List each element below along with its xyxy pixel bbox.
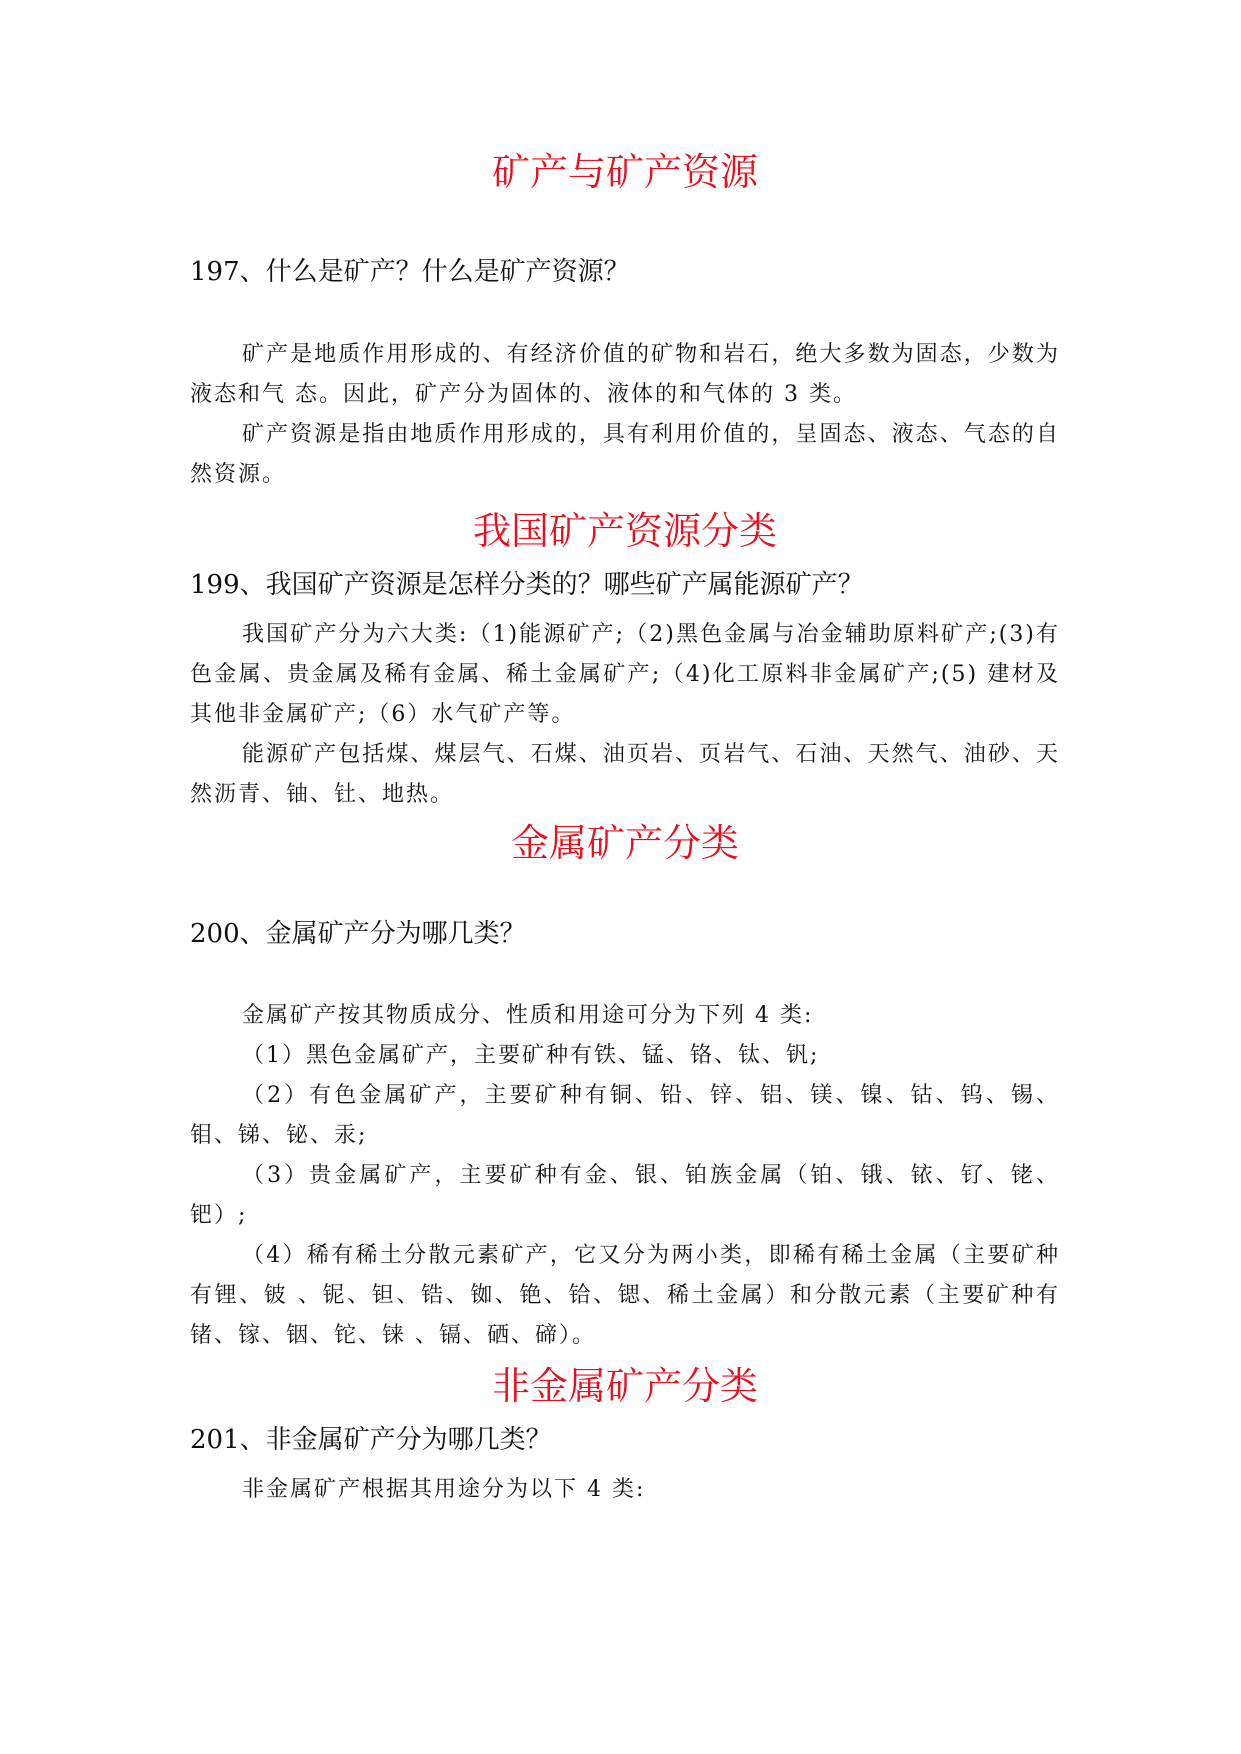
document-page xyxy=(190,150,1060,1510)
section-title: 非金属矿产分类 xyxy=(491,1364,758,1409)
section-title: 金属矿产分类 xyxy=(510,820,739,865)
section-title: 矿产与矿产资源 xyxy=(491,150,758,194)
section-title: 我国矿产资源分类 xyxy=(472,509,777,554)
paragraph: （3）贵金属矿产，主要矿种有金、银、铂族金属（铂、锇、铱、钌、铑、钯）; xyxy=(190,1163,1060,1229)
paragraph: （4）稀有稀土分散元素矿产，它又分为两小类，即稀有稀土金属（主要矿种有锂、铍 、铌、钽、锆、铷、铯、铪、锶、稀土金属）和分散元素（主要矿种有锗、镓、铟、铊、铼 、镉、硒、碲）。 xyxy=(190,1243,1060,1349)
paragraph: 我国矿产分为六大类:（1)能源矿产;（2)黑色金属与冶金辅助原料矿产;(3)有色金属、贵金属及稀有金属、稀土金属矿产;（4)化工原料非金属矿产;(5) 建材及其他非金属矿产;（6）水气矿产等。 xyxy=(190,621,1060,727)
paragraph: 能源矿产包括煤、煤层气、石煤、油页岩、页岩气、石油、天然气、油砂、天然沥青、铀、钍、地热。 xyxy=(190,741,1060,807)
paragraph: 非金属矿产根据其用途分为以下 4 类: xyxy=(242,1476,646,1502)
question-heading: 200、金属矿产分为哪几类？ xyxy=(190,919,526,950)
question-heading: 199、我国矿产资源是怎样分类的？哪些矿产属能源矿产？ xyxy=(190,569,864,600)
paragraph: 矿产资源是指由地质作用形成的，具有利用价值的，呈固态、液态、气态的自然资源。 xyxy=(190,422,1060,488)
paragraph: 矿产是地质作用形成的、有经济价值的矿物和岩石，绝大多数为固态，少数为液态和气 态。因此，矿产分为固体的、液体的和气体的 3 类。 xyxy=(190,342,1060,408)
paragraph: （2）有色金属矿产，主要矿种有铜、铅、锌、铝、镁、镍、钴、钨、锡、钼、锑、铋、汞; xyxy=(190,1083,1060,1149)
paragraph: 金属矿产按其物质成分、性质和用途可分为下列 4 类: xyxy=(242,1003,814,1029)
question-heading: 201、非金属矿产分为哪几类？ xyxy=(190,1424,552,1455)
paragraph: （1）黑色金属矿产，主要矿种有铁、锰、铬、钛、钒; xyxy=(242,1043,820,1069)
question-heading: 197、什么是矿产？什么是矿产资源？ xyxy=(190,256,630,287)
